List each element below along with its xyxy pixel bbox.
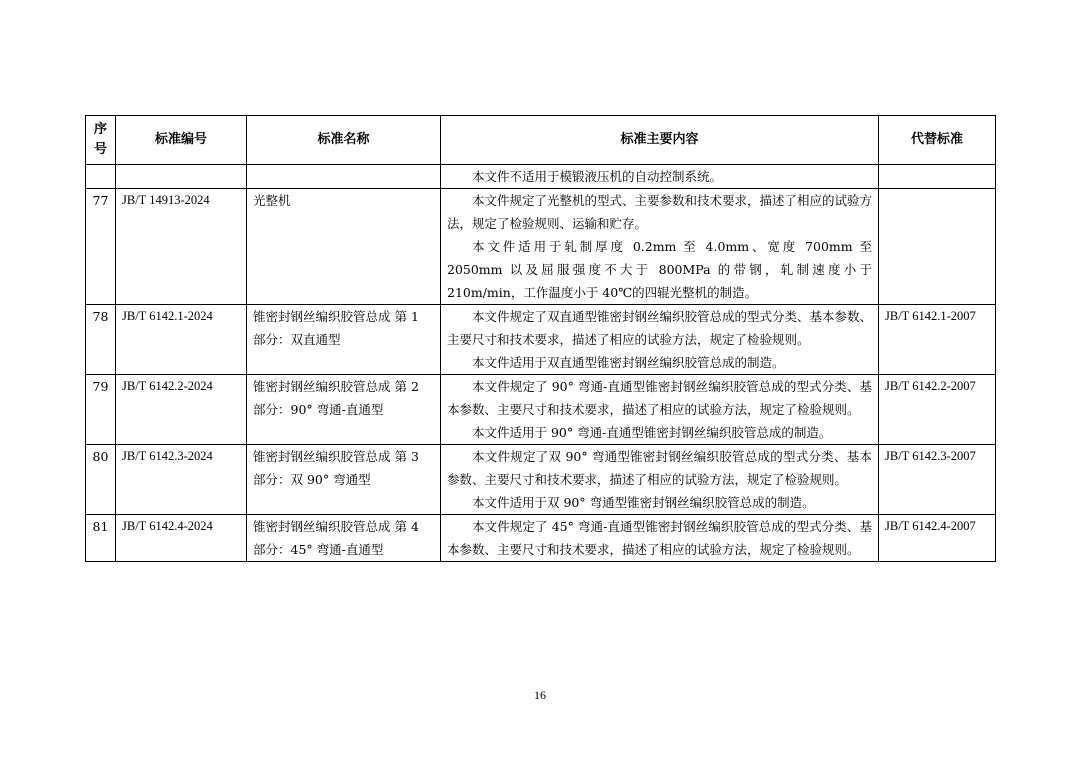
- table-row: [86, 515, 996, 562]
- row-number: 80: [86, 445, 116, 515]
- replaced-standard: JB/T 6142.4-2007: [879, 515, 996, 562]
- header-content: 标准主要内容: [441, 116, 879, 165]
- table-row: [86, 189, 996, 305]
- standard-content: 本文件规定了 90° 弯通-直通型锥密封钢丝编织胶管总成的型式分类、基本参数、主要尺寸和技术要求，描述了相应的试验方法，规定了检验规则。 本文件适用于 90° 弯通-直通型锥密封钢丝编织胶管总成的制造。: [441, 375, 879, 445]
- continuation-text: 本文件不适用于模锻液压机的自动控制系统。: [472, 169, 723, 184]
- table-row: [86, 375, 996, 445]
- replaced-standard: JB/T 6142.2-2007: [879, 375, 996, 445]
- standard-code: JB/T 6142.3-2024: [116, 445, 247, 515]
- standard-code: JB/T 6142.4-2024: [116, 515, 247, 562]
- standard-name: 锥密封钢丝编织胶管总成 第 4 部分：45° 弯通-直通型: [247, 515, 441, 562]
- table-row: [86, 305, 996, 375]
- standard-code: JB/T 14913-2024: [116, 189, 247, 305]
- header-name: 标准名称: [247, 116, 441, 165]
- replaced-standard: JB/T 6142.1-2007: [879, 305, 996, 375]
- standard-content: 本文件规定了双直通型锥密封钢丝编织胶管总成的型式分类、基本参数、主要尺寸和技术要求，描述了相应的试验方法，规定了检验规则。 本文件适用于双直通型锥密封钢丝编织胶管总成的制造。: [441, 305, 879, 375]
- row-number: 81: [86, 515, 116, 562]
- row-number: 79: [86, 375, 116, 445]
- header-code: 标准编号: [116, 116, 247, 165]
- row-number: 77: [86, 189, 116, 305]
- replaced-standard: [879, 189, 996, 305]
- standard-name: 锥密封钢丝编织胶管总成 第 2 部分：90° 弯通-直通型: [247, 375, 441, 445]
- table-header-row: [86, 116, 996, 165]
- standard-code: JB/T 6142.1-2024: [116, 305, 247, 375]
- standard-code: JB/T 6142.2-2024: [116, 375, 247, 445]
- standard-name: 锥密封钢丝编织胶管总成 第 3 部分：双 90° 弯通型: [247, 445, 441, 515]
- standard-name: 锥密封钢丝编织胶管总成 第 1 部分：双直通型: [247, 305, 441, 375]
- row-number: 78: [86, 305, 116, 375]
- header-seq: 序 号: [86, 116, 116, 165]
- standard-content: 本文件规定了光整机的型式、主要参数和技术要求，描述了相应的试验方法，规定了检验规则、运输和贮存。 本文件适用于轧制厚度 0.2mm 至 4.0mm、宽度 700mm 至 2050mm 以及屈服强度不大于 800MPa 的带钢，轧制速度小于 210m/min，工作温度小于 40℃的四辊光整机的制造。: [441, 189, 879, 305]
- standard-content: 本文件规定了 45° 弯通-直通型锥密封钢丝编织胶管总成的型式分类、基本参数、主要尺寸和技术要求，描述了相应的试验方法，规定了检验规则。: [441, 515, 879, 562]
- standard-content: 本文件规定了双 90° 弯通型锥密封钢丝编织胶管总成的型式分类、基本参数、主要尺寸和技术要求，描述了相应的试验方法，规定了检验规则。 本文件适用于双 90° 弯通型锥密封钢丝编织胶管总成的制造。: [441, 445, 879, 515]
- replaced-standard: JB/T 6142.3-2007: [879, 445, 996, 515]
- standard-name: 光整机: [247, 189, 441, 305]
- header-replaces: 代替标准: [879, 116, 996, 165]
- table-row-continuation: [86, 165, 996, 189]
- table-row: [86, 445, 996, 515]
- standards-table: [85, 115, 996, 562]
- page-number: 16: [534, 688, 546, 702]
